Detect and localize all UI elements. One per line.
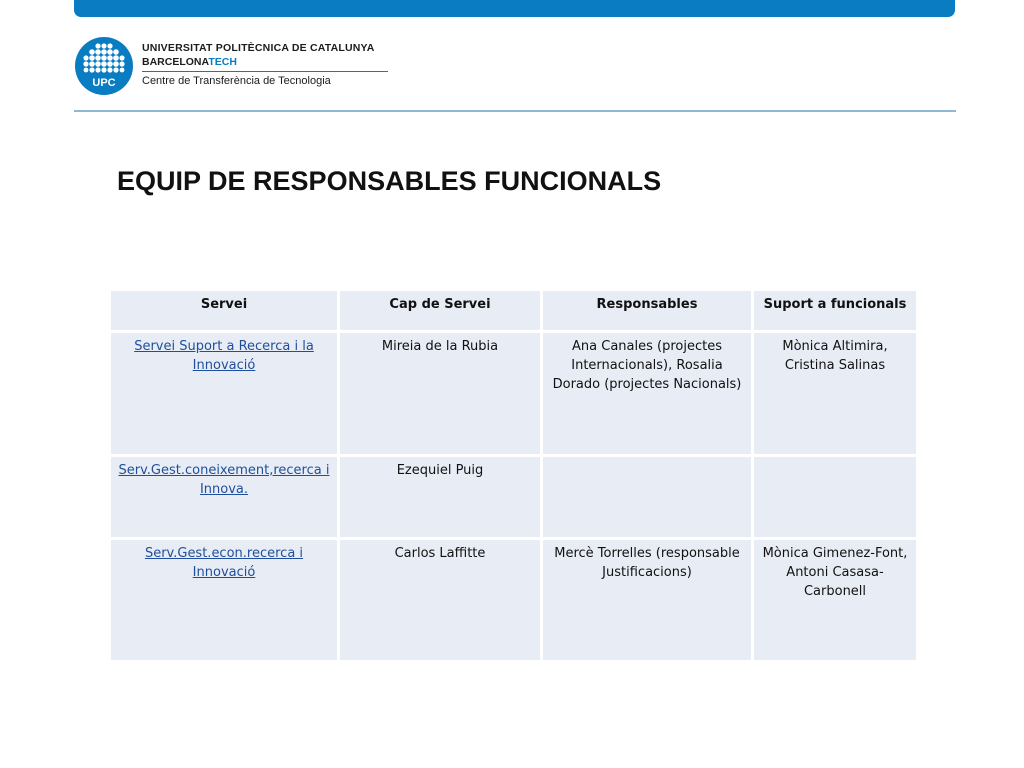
cap-cell: Carlos Laffitte (339, 539, 542, 662)
responsables-cell: Ana Canales (projectes Internacionals), Rosalia Dorado (projectes Nacionals) (542, 332, 753, 456)
servei-link[interactable]: Serv.Gest.econ.recerca i Innovació (144, 546, 304, 580)
servei-cell (110, 539, 339, 662)
header-underline (142, 71, 388, 72)
university-name: UNIVERSITAT POLITÈCNICA DE CATALUNYA (142, 42, 375, 54)
upc-logo (75, 37, 133, 95)
university-subtitle (142, 56, 388, 68)
servei-link[interactable]: Serv.Gest.coneixement,recerca i Innova. (118, 463, 330, 497)
subtitle-prefix: BARCELONA (142, 56, 209, 68)
table-row (110, 332, 918, 456)
top-bar (74, 0, 955, 17)
logo-text: UPC (92, 77, 116, 89)
responsables-cell (542, 456, 753, 539)
upc-logo-dots-icon (75, 37, 133, 95)
column-header: Servei (110, 290, 339, 332)
suport-cell: Mònica Altimira, Cristina Salinas (753, 332, 918, 456)
column-header: Suport a funcionals (753, 290, 918, 332)
cap-cell: Ezequiel Puig (339, 456, 542, 539)
suport-cell: Mònica Gimenez-Font, Antoni Casasa-Carbonell (753, 539, 918, 662)
servei-cell (110, 332, 339, 456)
table-row (110, 456, 918, 539)
university-header (142, 42, 388, 87)
table-row (110, 539, 918, 662)
servei-link[interactable]: Servei Suport a Recerca i la Innovació (134, 339, 314, 373)
servei-cell (110, 456, 339, 539)
suport-cell (753, 456, 918, 539)
responsables-cell: Mercè Torrelles (responsable Justificacions) (542, 539, 753, 662)
column-header: Cap de Servei (339, 290, 542, 332)
header-divider (74, 110, 956, 112)
cap-cell: Mireia de la Rubia (339, 332, 542, 456)
services-table (108, 288, 919, 663)
column-header: Responsables (542, 290, 753, 332)
page-title: EQUIP DE RESPONSABLES FUNCIONALS (117, 166, 662, 196)
subtitle-suffix: TECH (208, 56, 237, 68)
centre-name: Centre de Transferència de Tecnologia (142, 75, 331, 87)
table-header-row (110, 290, 918, 332)
